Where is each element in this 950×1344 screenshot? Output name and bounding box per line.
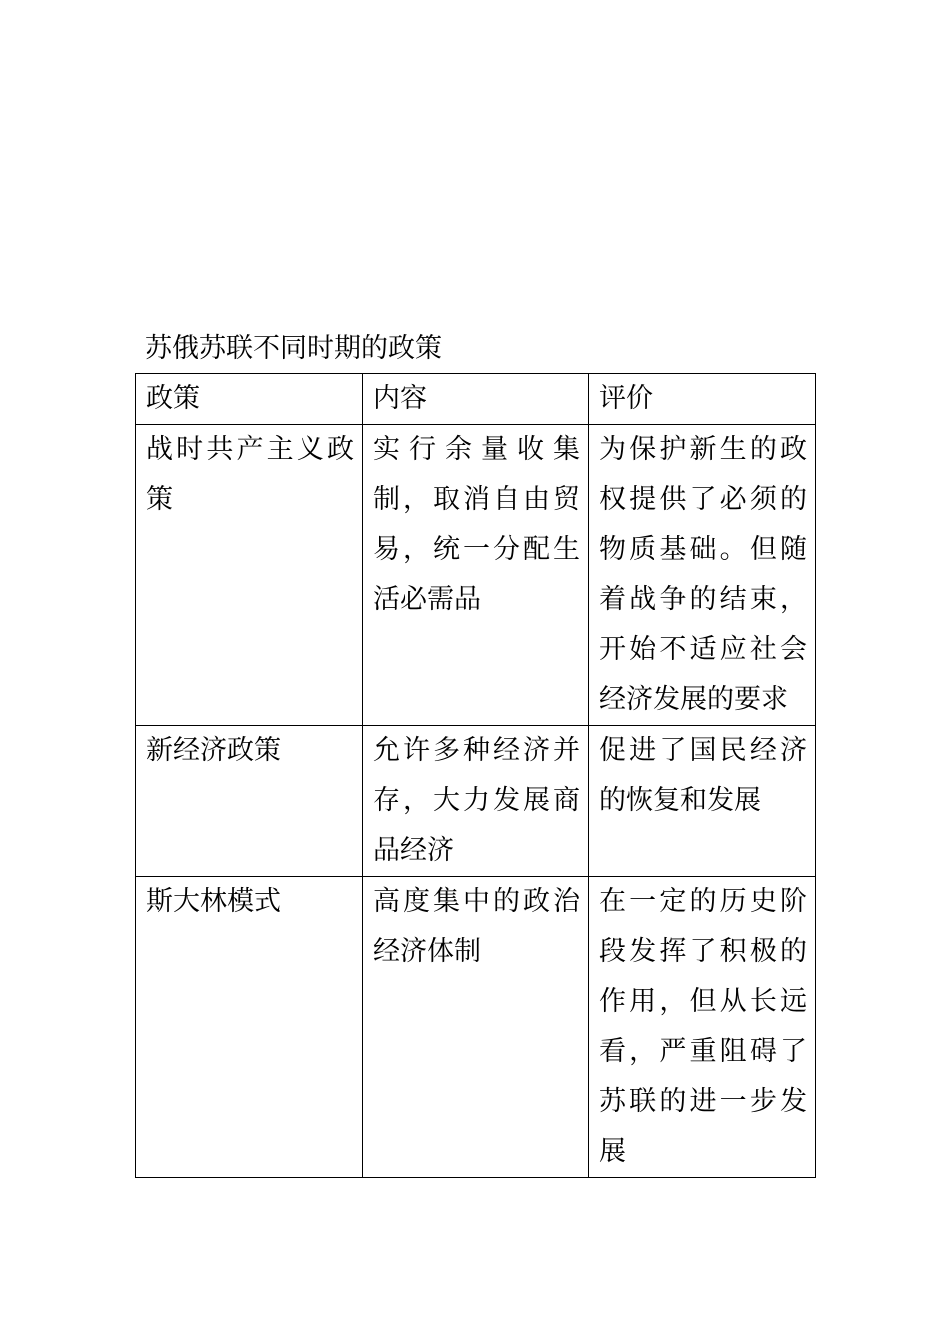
cell-evaluation: 在一定的历史阶段发挥了积极的作用，但从长远看，严重阻碍了苏联的进一步发展: [589, 877, 816, 1178]
cell-content: 实行余量收集制，取消自由贸易，统一分配生活必需品: [363, 425, 589, 726]
cell-content: 高度集中的政治经济体制: [363, 877, 589, 1178]
document-title: 苏俄苏联不同时期的政策: [145, 333, 442, 364]
cell-content: 允许多种经济并存，大力发展商品经济: [363, 726, 589, 877]
cell-policy: 战时共产主义政策: [136, 425, 363, 726]
cell-policy: 斯大林模式: [136, 877, 363, 1178]
table-row: [136, 726, 816, 877]
header-evaluation: 评价: [589, 374, 816, 425]
cell-policy: 新经济政策: [136, 726, 363, 877]
cell-evaluation: 为保护新生的政权提供了必须的物质基础。但随着战争的结束，开始不适应社会经济发展的要求: [589, 425, 816, 726]
header-policy: 政策: [136, 374, 363, 425]
table-row: [136, 877, 816, 1178]
cell-evaluation: 促进了国民经济的恢复和发展: [589, 726, 816, 877]
table-row: [136, 425, 816, 726]
header-content: 内容: [363, 374, 589, 425]
policy-table: [135, 373, 816, 1178]
table-header-row: [136, 374, 816, 425]
